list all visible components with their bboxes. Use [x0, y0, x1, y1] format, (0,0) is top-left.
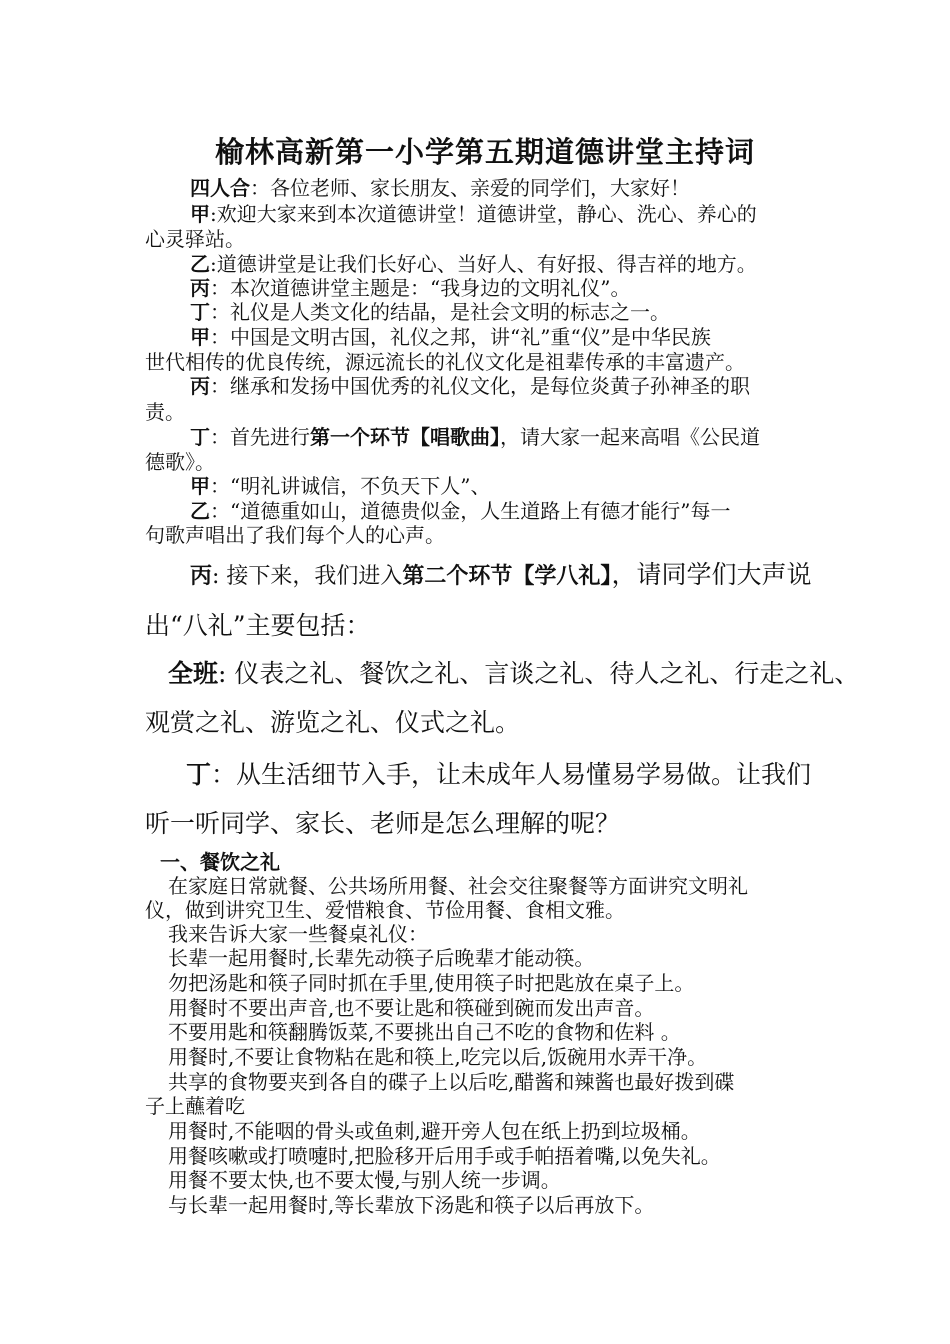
line-17: [145, 611, 371, 641]
line-text: ：继承和发扬中国优秀的礼仪文化，是每位炎黄子孙神圣的职: [210, 374, 750, 398]
line-3: [145, 227, 245, 251]
line-text: 出“八礼”主要包括：: [145, 611, 371, 640]
para-line: 用餐不要太快,也不要太慢,与别人统一步调。: [168, 1168, 561, 1192]
line-text: 听一听同学、家长、老师是怎么理解的呢？: [145, 809, 621, 838]
line-text: 句歌声唱出了我们每个人的心声。: [145, 523, 445, 547]
line-20: [186, 760, 811, 790]
line-7: [190, 325, 711, 349]
line-text: ，请大家一起来高唱《公民道: [500, 425, 760, 449]
line-2: [190, 202, 757, 226]
para-line: 与长辈一起用餐时,等长辈放下汤匙和筷子以后再放下。: [168, 1193, 655, 1217]
line-text: ，请同学们大声说: [611, 560, 812, 589]
speaker-label: 甲: [190, 325, 210, 349]
line-text: ：首先进行: [210, 425, 310, 449]
line-9: [190, 374, 750, 398]
speaker-label: 乙: [190, 499, 210, 523]
para-line: 用餐时,不能咽的骨头或鱼刺,避开旁人包在纸上扔到垃圾桶。: [168, 1119, 701, 1143]
speaker-label: 甲: [190, 202, 210, 226]
para-line: 我来告诉大家一些餐桌礼仪：: [168, 922, 428, 946]
line-10: [145, 400, 185, 424]
speaker-label: 乙: [190, 252, 210, 276]
line-5: [190, 276, 630, 300]
line-text: : 仪表之礼、餐饮之礼、言谈之礼、待人之礼、行走之礼、: [218, 659, 860, 688]
speaker-label: 丁: [190, 300, 210, 324]
para-line: 仪，做到讲究卫生、爱惜粮食、节俭用餐、食相文雅。: [145, 898, 625, 922]
speaker-label: 甲: [190, 474, 210, 498]
line-1: [190, 176, 690, 200]
speaker-label: 丙: [190, 276, 210, 300]
line-text: ：“道德重如山，道德贵似金，人生道路上有德才能行”每一: [210, 499, 731, 523]
line-text: ：本次道德讲堂主题是：“我身边的文明礼仪”。: [210, 276, 631, 300]
line-4: [190, 252, 757, 276]
line-text: 世代相传的优良传统，源远流长的礼仪文化是祖辈传承的丰富遗产。: [145, 350, 745, 374]
line-text: : 接下来，我们进入: [212, 564, 403, 589]
line-12: [145, 450, 215, 474]
speaker-label: 丙: [190, 564, 213, 589]
section-heading: 一、餐饮之礼: [160, 850, 280, 874]
para-line: 子上蘸着吃: [145, 1094, 245, 1118]
speaker-label: 四人合: [190, 176, 250, 200]
line-text: :欢迎大家来到本次道德讲堂！道德讲堂，静心、洗心、养心的: [210, 202, 757, 226]
page-title: 榆林高新第一小学第五期道德讲堂主持词: [214, 135, 755, 169]
para-line: 用餐时,不要让食物粘在匙和筷上,吃完以后,饭碗用水弄干净。: [168, 1045, 708, 1069]
line-text: 心灵驿站。: [145, 227, 245, 251]
para-line: 长辈一起用餐时,长辈先动筷子后晚辈才能动筷。: [168, 946, 595, 970]
line-11: [190, 425, 760, 449]
para-line: 勿把汤匙和筷子同时抓在手里,使用筷子时把匙放在桌子上。: [168, 971, 695, 995]
para-line: 用餐时不要出声音,也不要让匙和筷碰到碗而发出声音。: [168, 996, 655, 1020]
para-line: 用餐咳嗽或打喷嚏时,把脸移开后用手或手帕捂着嘴,以免失礼。: [168, 1144, 721, 1168]
segment-title: 第一个环节【唱歌曲】: [310, 425, 500, 449]
speaker-label: 丁: [186, 760, 212, 789]
line-text: ：各位老师、家长朋友、亲爱的同学们，大家好！: [250, 176, 690, 200]
line-8: [145, 350, 745, 374]
line-13: [190, 474, 490, 498]
speaker-label: 丙: [190, 374, 210, 398]
speaker-label: 全班: [168, 659, 219, 688]
line-14: [190, 499, 730, 523]
line-18: [168, 659, 859, 689]
para-line: 共享的食物要夹到各自的碟子上以后吃,醋酱和辣酱也最好拨到碟: [168, 1070, 735, 1094]
line-16: [190, 560, 811, 592]
para-line: 不要用匙和筷翻腾饭菜,不要挑出自己不吃的食物和佐料 。: [168, 1020, 681, 1044]
segment-title: 第二个环节【学八礼】: [402, 564, 612, 589]
line-6: [190, 300, 670, 324]
line-text: ：“明礼讲诚信，不负天下人”、: [210, 474, 491, 498]
line-text: :道德讲堂是让我们长好心、当好人、有好报、得吉祥的地方。: [210, 252, 757, 276]
line-19: [145, 708, 520, 738]
line-text: 德歌》。: [145, 450, 215, 474]
line-text: ：礼仪是人类文化的结晶，是社会文明的标志之一。: [210, 300, 670, 324]
line-21: [145, 809, 620, 839]
speaker-label: 丁: [190, 425, 210, 449]
line-text: ：从生活细节入手，让未成年人易懂易学易做。让我们: [211, 760, 812, 789]
para-line: 在家庭日常就餐、公共场所用餐、社会交往聚餐等方面讲究文明礼: [168, 874, 748, 898]
line-15: [145, 523, 445, 547]
line-text: 观赏之礼、游览之礼、仪式之礼。: [145, 708, 521, 737]
line-text: ：中国是文明古国，礼仪之邦，讲“礼”重“仪”是中华民族: [210, 325, 711, 349]
line-text: 责。: [145, 400, 185, 424]
